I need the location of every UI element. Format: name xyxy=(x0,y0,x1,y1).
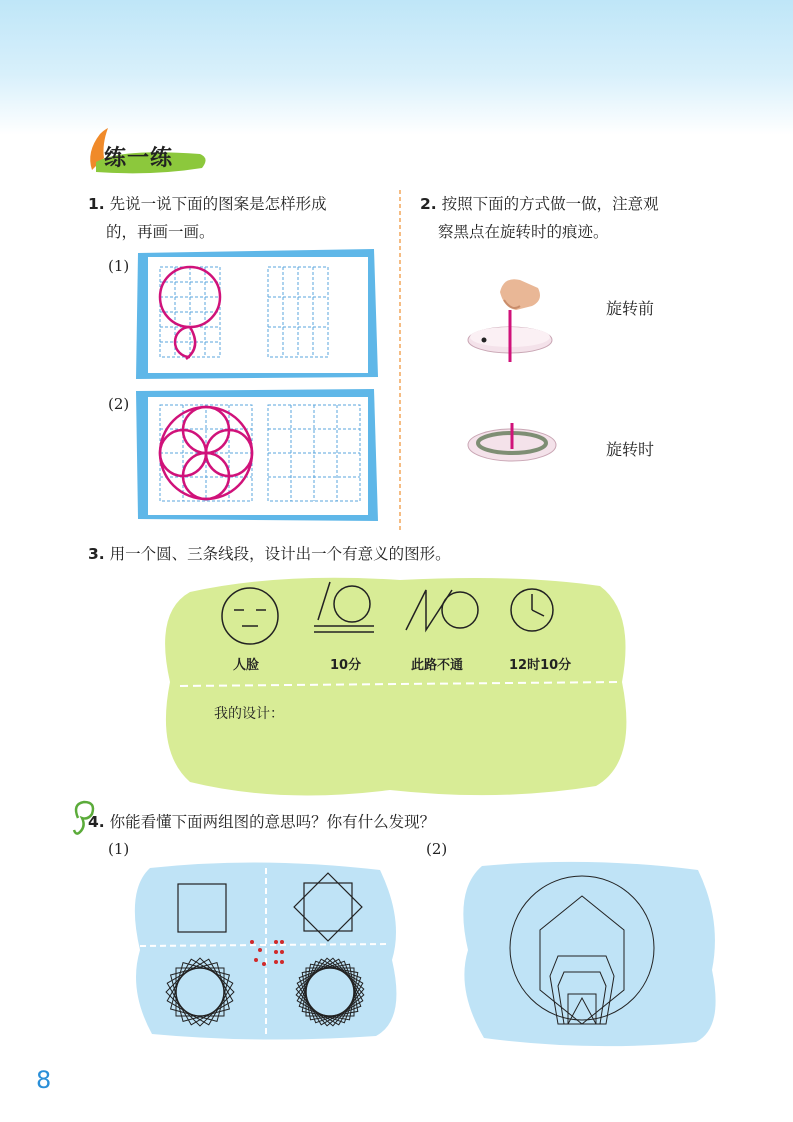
example-ten-points-label: 10分 xyxy=(330,658,362,673)
q4-number: 4. xyxy=(88,813,105,831)
ten-points-design-icon xyxy=(312,580,382,638)
q1-sub2-label: (2) xyxy=(108,395,130,413)
q4-statement: 你能看懂下面两组图的意思吗？你有什么发现？ xyxy=(109,813,436,831)
column-divider xyxy=(398,190,402,530)
q3-number: 3. xyxy=(88,545,105,563)
grid-board-1 xyxy=(130,247,380,382)
section-title: 练一练 xyxy=(104,146,174,171)
spinning-disk-during-image xyxy=(462,415,562,470)
example-clock-label: 12时10分 xyxy=(509,658,572,673)
rotation-group-1-panel xyxy=(130,860,400,1040)
example-face-label: 人脸 xyxy=(233,658,260,673)
clock-design-icon xyxy=(508,586,558,636)
page-number: 8 xyxy=(36,1066,52,1094)
no-entry-design-icon xyxy=(404,586,482,634)
q2-line1: 按照下面的方式做一做，注意观 xyxy=(441,195,659,213)
q2-number: 2. xyxy=(420,195,437,213)
q2-line2: 察黑点在旋转时的痕迹。 xyxy=(438,223,609,241)
example-no-entry-label: 此路不通 xyxy=(411,658,464,673)
q2-text xyxy=(420,190,740,246)
growth-group-2-panel xyxy=(458,860,720,1048)
q4-sub2-label: (2) xyxy=(426,840,448,858)
q1-line1: 先说一说下面的图案是怎样形成 xyxy=(109,195,327,213)
q1-number: 1. xyxy=(88,195,105,213)
my-design-label: 我的设计： xyxy=(214,706,284,722)
header-band xyxy=(0,0,793,135)
spinning-disk-before-image xyxy=(460,270,570,370)
q1-sub1-label: (1) xyxy=(108,257,130,275)
q3-statement: 用一个圆、三条线段，设计出一个有意义的图形。 xyxy=(109,545,451,563)
q3-text xyxy=(88,540,451,568)
q4-sub1-label: (1) xyxy=(108,840,130,858)
face-design-icon xyxy=(218,584,282,648)
caption-before: 旋转前 xyxy=(606,299,655,318)
caption-during: 旋转时 xyxy=(606,440,655,459)
grid-board-2 xyxy=(130,385,380,525)
q1-line2: 的，再画一画。 xyxy=(106,223,215,241)
q1-text xyxy=(88,190,388,246)
q4-text xyxy=(88,808,435,836)
